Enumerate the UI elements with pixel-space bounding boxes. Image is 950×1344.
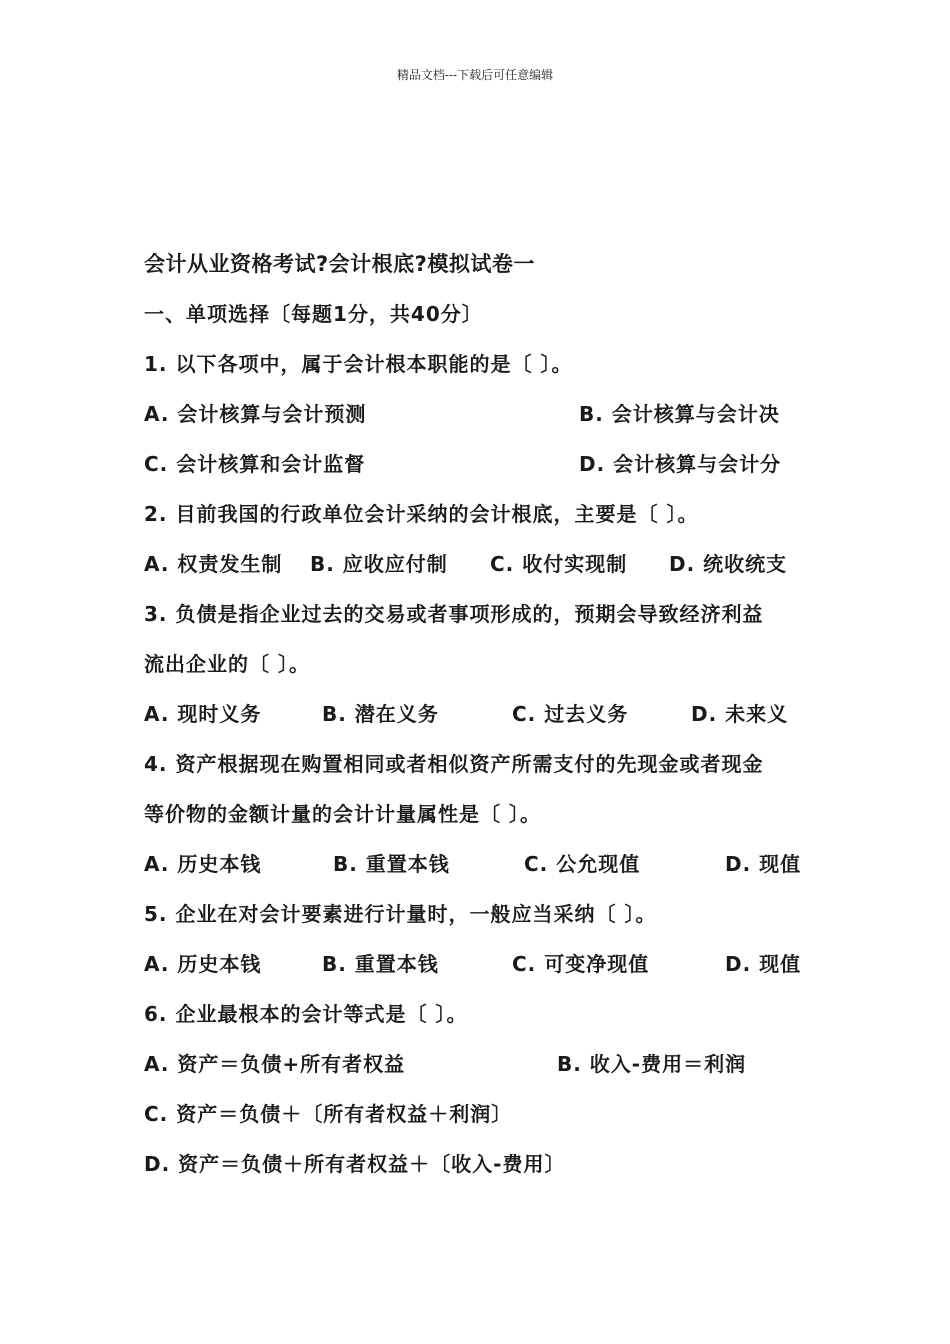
question-4-stem-line-2: 等价物的金额计量的会计计量属性是〔 〕。 [144, 802, 541, 826]
option-b: B. 重置本钱 [322, 952, 439, 976]
section-heading: 一、单项选择〔每题1分，共40分〕 [144, 302, 483, 326]
page-header: 精品文档---下载后可任意编辑 [396, 68, 554, 82]
question-6-option-c: C. 资产＝负债＋〔所有者权益＋利润〕 [144, 1102, 513, 1126]
option-d: D. 现值 [725, 852, 802, 876]
question-1-options-row-1 [144, 396, 824, 446]
option-a: A. 资产＝负债+所有者权益 [144, 1052, 406, 1076]
question-5-options [144, 946, 824, 996]
option-c: C. 可变净现值 [512, 952, 650, 976]
question-2-options [144, 546, 824, 596]
question-6-options-row-1 [144, 1046, 824, 1096]
option-d: D. 会计核算与会计分 [579, 452, 782, 476]
exam-title: 会计从业资格考试?会计根底?模拟试卷一 [144, 252, 535, 276]
option-d: D. 现值 [725, 952, 802, 976]
question-6-stem: 6. 企业最根本的会计等式是〔 〕。 [144, 1002, 468, 1026]
question-3-options [144, 696, 824, 746]
option-b: B. 收入-费用＝利润 [557, 1052, 747, 1076]
option-b: B. 重置本钱 [333, 852, 450, 876]
option-a: A. 权责发生制 [144, 552, 283, 576]
question-1-options-row-2 [144, 446, 824, 496]
option-a: A. 历史本钱 [144, 852, 262, 876]
option-a: A. 现时义务 [144, 702, 262, 726]
exam-content [144, 246, 824, 1196]
question-5-stem: 5. 企业在对会计要素进行计量时，一般应当采纳〔 〕。 [144, 902, 657, 926]
option-a: A. 会计核算与会计预测 [144, 402, 367, 426]
question-6-option-d: D. 资产＝负债＋所有者权益＋〔收入-费用〕 [144, 1152, 566, 1176]
question-4-options [144, 846, 824, 896]
question-3-stem-line-2: 流出企业的〔 〕。 [144, 652, 310, 676]
option-b: B. 潜在义务 [322, 702, 439, 726]
option-d: D. 未来义 [691, 702, 789, 726]
question-2-stem: 2. 目前我国的行政单位会计采纳的会计根底，主要是〔 〕。 [144, 502, 699, 526]
option-c: C. 收付实现制 [490, 552, 628, 576]
option-c: C. 过去义务 [512, 702, 629, 726]
question-3-stem-line-1: 3. 负债是指企业过去的交易或者事项形成的，预期会导致经济利益 [144, 602, 764, 626]
option-d: D. 统收统支 [669, 552, 788, 576]
option-c: C. 公允现值 [524, 852, 641, 876]
option-a: A. 历史本钱 [144, 952, 262, 976]
option-b: B. 应收应付制 [310, 552, 448, 576]
question-4-stem-line-1: 4. 资产根据现在购置相同或者相似资产所需支付的先现金或者现金 [144, 752, 764, 776]
question-1-stem: 1. 以下各项中，属于会计根本职能的是〔 〕。 [144, 352, 573, 376]
option-c: C. 会计核算和会计监督 [144, 452, 366, 476]
option-b: B. 会计核算与会计决 [579, 402, 780, 426]
